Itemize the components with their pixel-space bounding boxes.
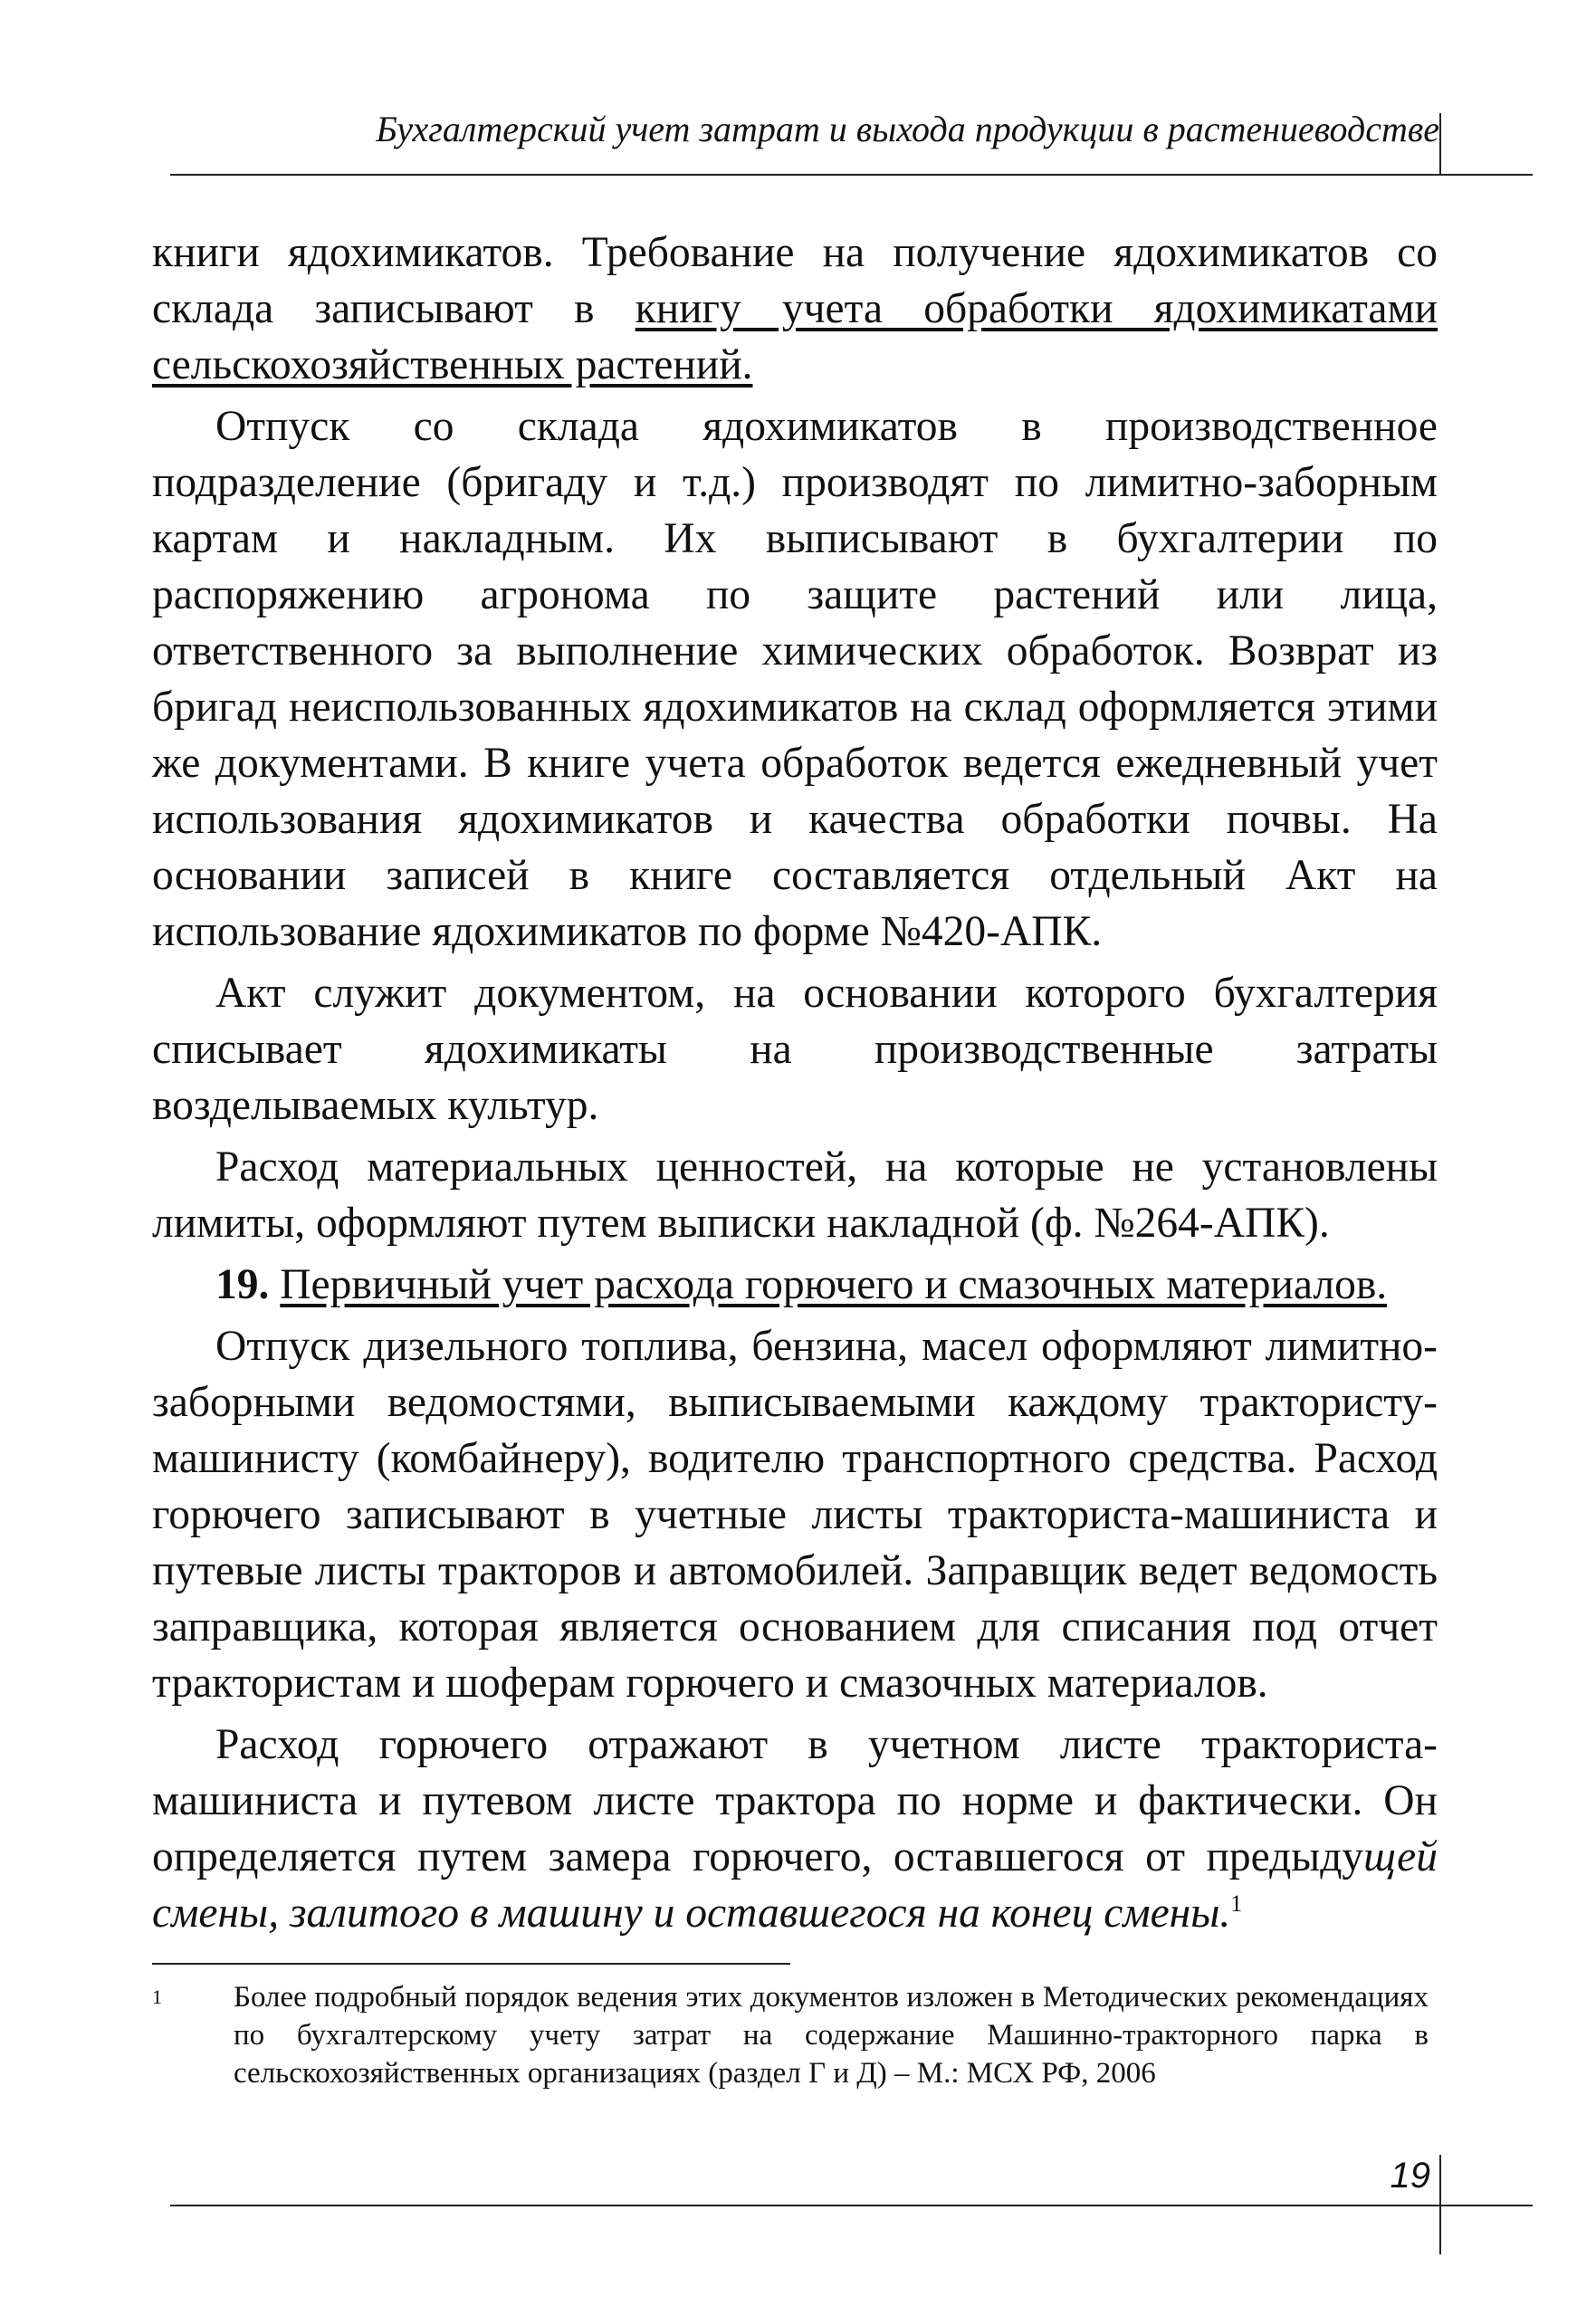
paragraph-5: Отпуск дизельного топлива, бензина, масел оформляют лимитно-заборными ведомостями, выписываемыми каждому трактористу-машинисту (комбайнеру), водителю транспортного средства. Расход горючего записывают в учетные листы тракториста-машиниста и путевые листы тракторов и автомобилей. Заправщик ведет ведомость заправщика, которая является основанием для списания под отчет трактористам и шоферам горючего и смазочных материалов. [152,1323,1438,1707]
footnote-rule [152,1963,790,1965]
paragraph-6 [152,1717,1438,1941]
paragraph-1-text: книги ядохимикатов. Требование на получение ядохимикатов со склада записывают в [152,229,1438,332]
header-rule [170,174,1533,176]
section-title: Первичный учет расхода горючего и смазочных материалов. [280,1261,1388,1308]
header-tick-line [1439,113,1441,175]
page-number: 19 [1390,2156,1430,2196]
footer-rule [170,2205,1533,2206]
paragraph-1 [152,225,1438,393]
running-header: Бухгалтерский учет затрат и выхода продукции в растениеводстве [376,109,1439,149]
footnote-reference[interactable]: 1 [1230,1890,1243,1918]
paragraph-6-text: Расход горючего отражают в учетном листе тракториста-машиниста и путевом листе трактора по норме и фактически. Он определяется путем замера горючего, оставшегося от предыду [152,1721,1438,1880]
paragraph-6-italic: щей смены, залитого в машину и оставшегося на конец смены. [152,1833,1438,1937]
page-body [152,225,1438,1947]
footnote [152,1978,1429,2092]
section-number: 19. [215,1261,270,1308]
book-title-underlined: книгу учета обработки ядохимикатами сельскохозяйственных растений. [152,285,1438,388]
footnote-text: Более подробный порядок ведения этих документов изложен в Методических рекомендациях по бухгалтерскому учету затрат на содержание Машинно-тракторного парка в сельскохозяйственных организациях (раздел Г и Д) – М.: МСХ РФ, 2006 [234,1981,1429,2090]
paragraph-3: Акт служит документом, на основании которого бухгалтерия списывает ядохимикаты на производственные затраты возделываемых культур. [152,970,1438,1129]
section-heading [152,1257,1438,1313]
paragraph-4: Расход материальных ценностей, на которые не установлены лимиты, оформляют путем выписки накладной (ф. №264-АПК). [152,1143,1438,1247]
footnote-mark: 1 [152,1985,162,2008]
paragraph-2: Отпуск со склада ядохимикатов в производственное подразделение (бригаду и т.д.) производят по лимитно-заборным картам и накладным. Их выписывают в бухгалтерии по распоряжению агронома по защите растений или лица, ответственного за выполнение химических обработок. Возврат из бригад неиспользованных ядохимикатов на склад оформляется этими же документами. В книге учета обработок ведется ежедневный учет использования ядохимикатов и качества обработки почвы. На основании записей в книге составляется отдельный Акт на использование ядохимикатов по форме №420-АПК. [152,403,1438,955]
